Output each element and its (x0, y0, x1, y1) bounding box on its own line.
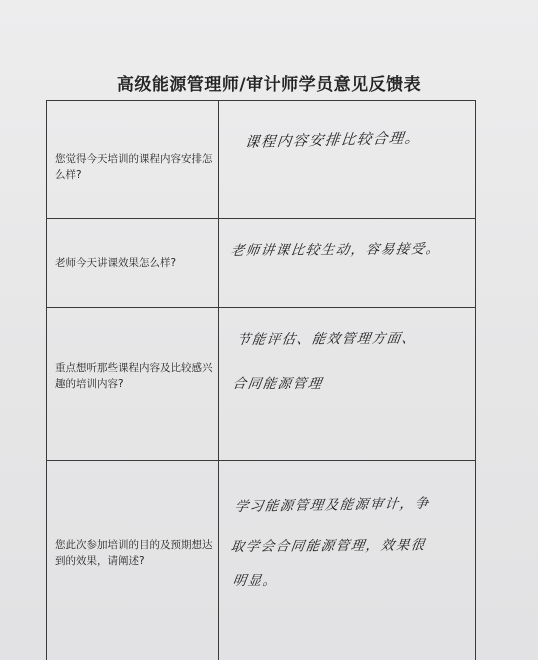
column-divider (218, 461, 219, 660)
table-row (47, 219, 475, 308)
question-teaching-effect: 老师今天讲课效果怎么样? (55, 257, 177, 269)
handwritten-answer-line: 老师讲课比较生动，容易接受。 (229, 241, 442, 260)
handwritten-answer-line: 明显。 (231, 573, 279, 589)
question-interested-content: 重点想听那些课程内容及比较感兴趣的培训内容? (55, 362, 213, 390)
feedback-table (46, 100, 476, 660)
column-divider (218, 219, 219, 307)
handwritten-answer-line: 合同能源管理 (231, 376, 324, 392)
handwritten-answer-line: 学习能源管理及能源审计，争 (233, 495, 431, 516)
column-divider (218, 101, 219, 218)
handwritten-answer-line: 节能评估、能效管理方面、 (235, 330, 418, 349)
table-row (47, 101, 475, 219)
table-row (47, 308, 475, 461)
handwritten-answer-line: 取学会合同能源管理，效果很 (229, 537, 427, 556)
question-training-goal: 您此次参加培训的目的及预期想达到的效果，请阐述? (55, 539, 213, 567)
column-divider (218, 308, 219, 460)
handwritten-answer-line: 课程内容安排比较合理。 (243, 130, 422, 152)
question-course-arrangement: 您觉得今天培训的课程内容安排怎么样? (55, 153, 213, 181)
form-title: 高级能源管理师/审计师学员意见反馈表 (116, 75, 422, 95)
table-row (47, 461, 475, 660)
